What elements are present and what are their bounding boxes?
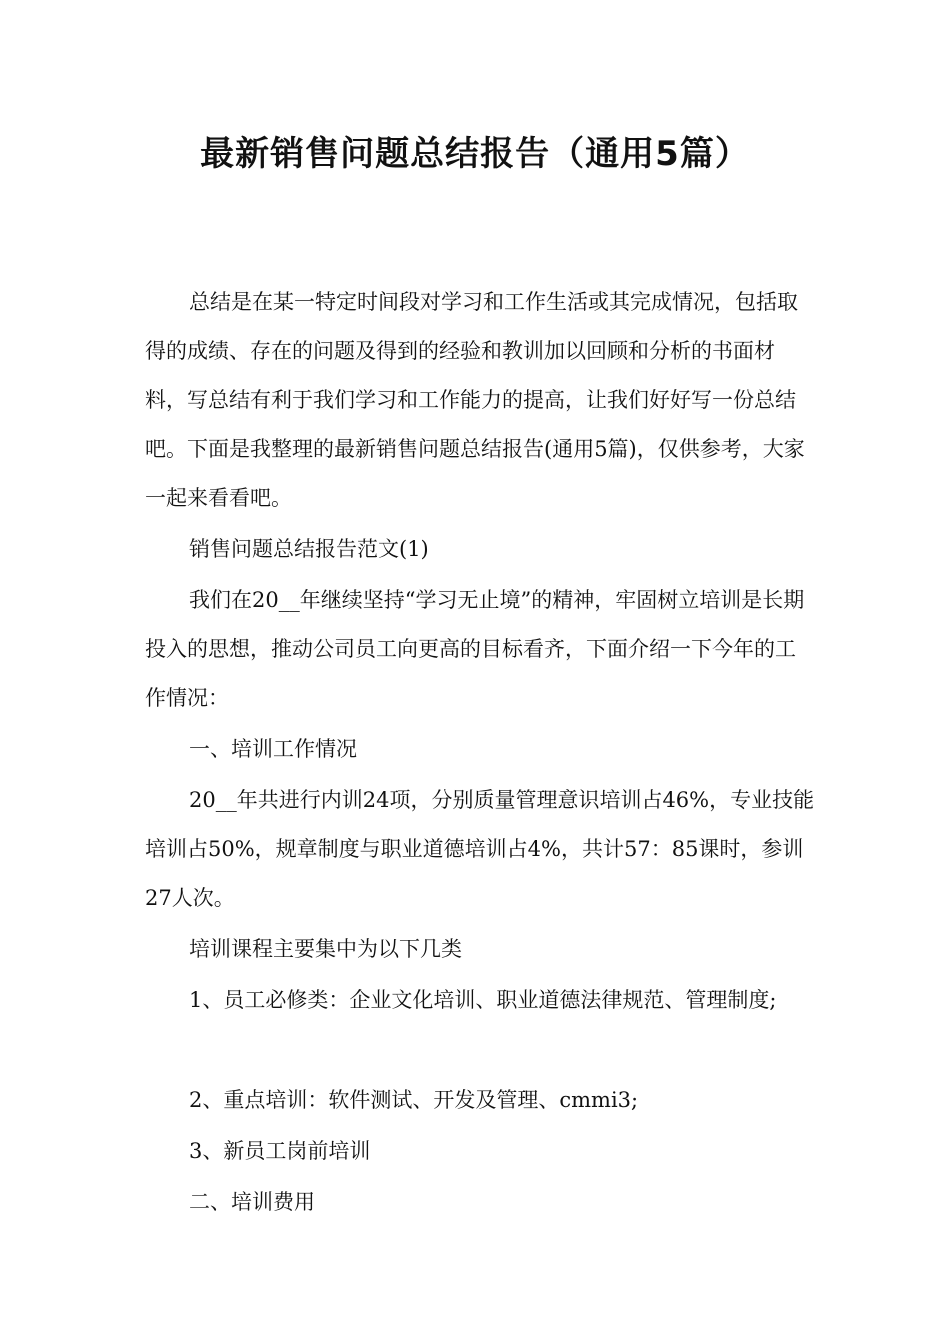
list-item-key-training: 2、重点培训：软件测试、开发及管理、cmmi3; — [189, 1088, 639, 1112]
heading-training-costs: 二、培训费用 — [189, 1190, 315, 1214]
list-item-new-employee-training: 3、新员工岗前培训 — [189, 1139, 371, 1163]
document-body — [145, 278, 815, 1229]
list-item-required-courses: 1、员工必修类：企业文化培训、职业道德法律规范、管理制度; — [189, 988, 777, 1012]
heading-training-work: 一、培训工作情况 — [189, 737, 357, 761]
document-title: 最新销售问题总结报告（通用5篇） — [200, 134, 750, 174]
intro-paragraph: 总结是在某一特定时间段对学习和工作生活或其完成情况，包括取得的成绩、存在的问题及得到的经验和教训加以回顾和分析的书面材料，写总结有利于我们学习和工作能力的提高，让我们好好写一份总结吧。下面是我整理的最新销售问题总结报告(通用5篇)，仅供参考，大家一起来看看吧。 — [145, 290, 805, 510]
section-heading-sample-1: 销售问题总结报告范文(1) — [189, 537, 429, 561]
paragraph-work-overview: 我们在20__年继续坚持“学习无止境”的精神，牢固树立培训是长期投入的思想，推动公司员工向更高的目标看齐，下面介绍一下今年的工作情况： — [145, 588, 805, 710]
paragraph-training-stats: 20__年共进行内训24项，分别质量管理意识培训占46%，专业技能培训占50%，规章制度与职业道德培训占4%，共计57：85课时，参训27人次。 — [145, 788, 815, 910]
blank-line — [145, 1027, 815, 1076]
paragraph-course-categories: 培训课程主要集中为以下几类 — [189, 937, 462, 961]
